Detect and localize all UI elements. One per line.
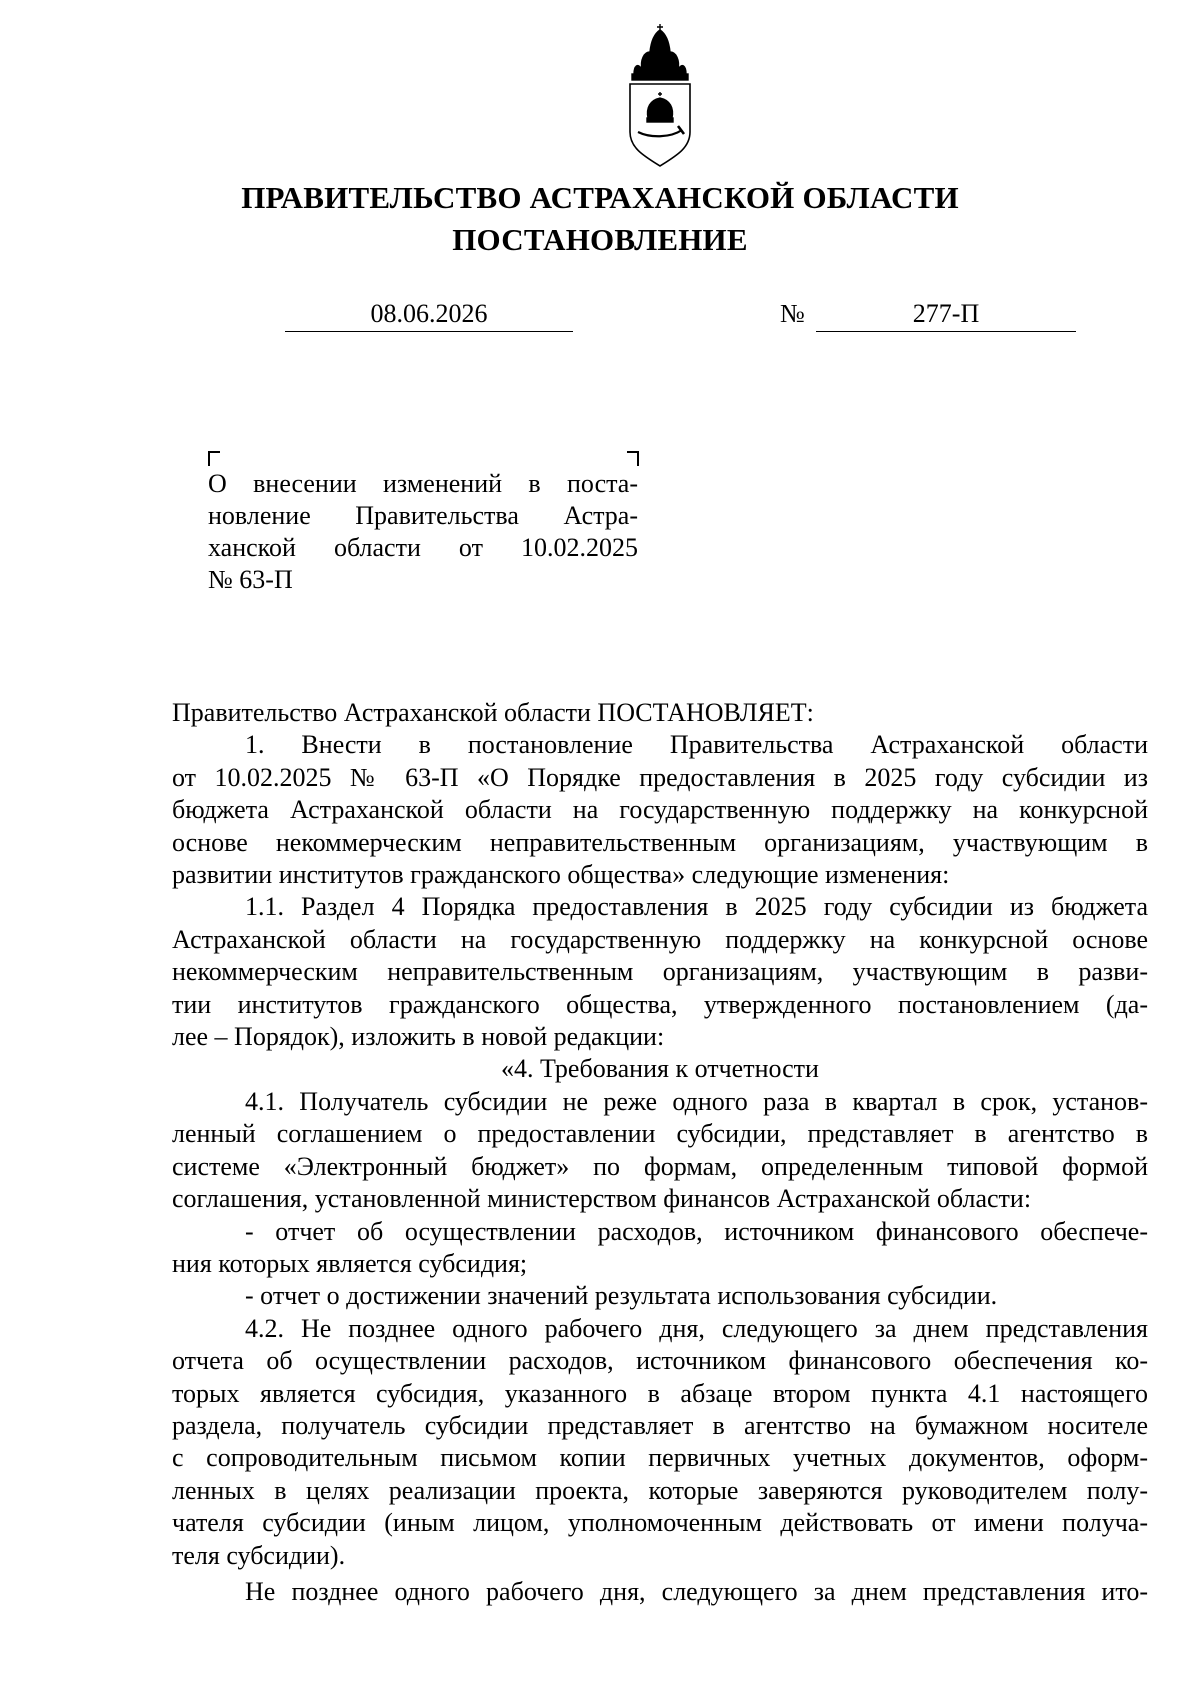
body-line: 4.2. Не позднее одного рабочего дня, следующего за днем представления <box>245 1313 1148 1343</box>
body-line: основе некоммерческим неправительственным организациям, участвующим в <box>172 827 1148 857</box>
section-heading: «4. Требования к отчетности <box>501 1054 819 1084</box>
subject-line: новление Правительства Астра- <box>208 501 638 530</box>
subject-line: О внесении изменений в поста- <box>208 469 638 498</box>
body-line: раздела, получатель субсидии представляет в агентство на бумажном носителе <box>172 1410 1148 1440</box>
body-line: ния которых является субсидия; <box>172 1248 528 1278</box>
body-line: тии институтов гражданского общества, утвержденного постановлением (да- <box>172 989 1148 1019</box>
body-line: бюджета Астраханской области на государственную поддержку на конкурсной <box>172 795 1148 825</box>
document-number: 277-П <box>816 297 1076 332</box>
body-line: от 10.02.2025 № 63-П «О Порядке предоставления в 2025 году субсидии из <box>172 762 1148 792</box>
coat-of-arms-icon <box>618 22 702 168</box>
body-line: - отчет об осуществлении расходов, источником финансового обеспече- <box>245 1216 1148 1246</box>
subject-line: № 63-П <box>208 565 293 594</box>
body-line: - отчет о достижении значений результата использования субсидии. <box>245 1281 998 1311</box>
body-line: системе «Электронный бюджет» по формам, определенным типовой формой <box>172 1151 1148 1181</box>
document-subject <box>208 468 638 596</box>
body-line: торых является субсидия, указанного в абзаце втором пункта 4.1 настоящего <box>172 1378 1148 1408</box>
document-body <box>172 697 1148 1608</box>
document-type-title: ПОСТАНОВЛЕНИЕ <box>452 222 748 257</box>
body-line: отчета об осуществлении расходов, источником финансового обеспечения ко- <box>172 1346 1148 1376</box>
body-line: чателя субсидии (иным лицом, уполномоченным действовать от имени получа- <box>172 1508 1148 1538</box>
number-sign: № <box>780 299 805 328</box>
body-line: Правительство Астраханской области ПОСТАНОВЛЯЕТ: <box>172 698 814 727</box>
body-line: ленный соглашением о предоставлении субсидии, представляет в агентство в <box>172 1119 1148 1149</box>
body-line: лее – Порядок), изложить в новой редакции: <box>172 1022 665 1052</box>
body-line: Астраханской области на государственную поддержку на конкурсной основе <box>172 924 1148 954</box>
body-line: ленных в целях реализации проекта, которые заверяются руководителем полу- <box>172 1475 1148 1505</box>
body-line: 1.1. Раздел 4 Порядка предоставления в 2025 году субсидии из бюджета <box>245 892 1148 922</box>
subject-corner-left <box>208 451 220 466</box>
body-line: соглашения, установленной министерством финансов Астраханской области: <box>172 1184 1032 1214</box>
body-line: с сопроводительным письмом копии первичных учетных документов, оформ- <box>172 1443 1148 1473</box>
subject-corner-right <box>627 451 639 466</box>
body-line: некоммерческим неправительственным организациям, участвующим в разви- <box>172 957 1148 987</box>
body-line: 4.1. Получатель субсидии не реже одного раза в квартал в срок, установ- <box>245 1086 1148 1116</box>
body-line: Не позднее одного рабочего дня, следующего за днем представления ито- <box>245 1576 1148 1606</box>
document-date: 08.06.2026 <box>285 297 573 332</box>
subject-line: ханской области от 10.02.2025 <box>208 533 638 562</box>
body-line: развитии институтов гражданского общества» следующие изменения: <box>172 860 950 890</box>
body-line: теля субсидии). <box>172 1540 346 1570</box>
government-title: ПРАВИТЕЛЬСТВО АСТРАХАНСКОЙ ОБЛАСТИ <box>241 180 959 215</box>
body-line: 1. Внести в постановление Правительства Астраханской области <box>245 730 1148 760</box>
